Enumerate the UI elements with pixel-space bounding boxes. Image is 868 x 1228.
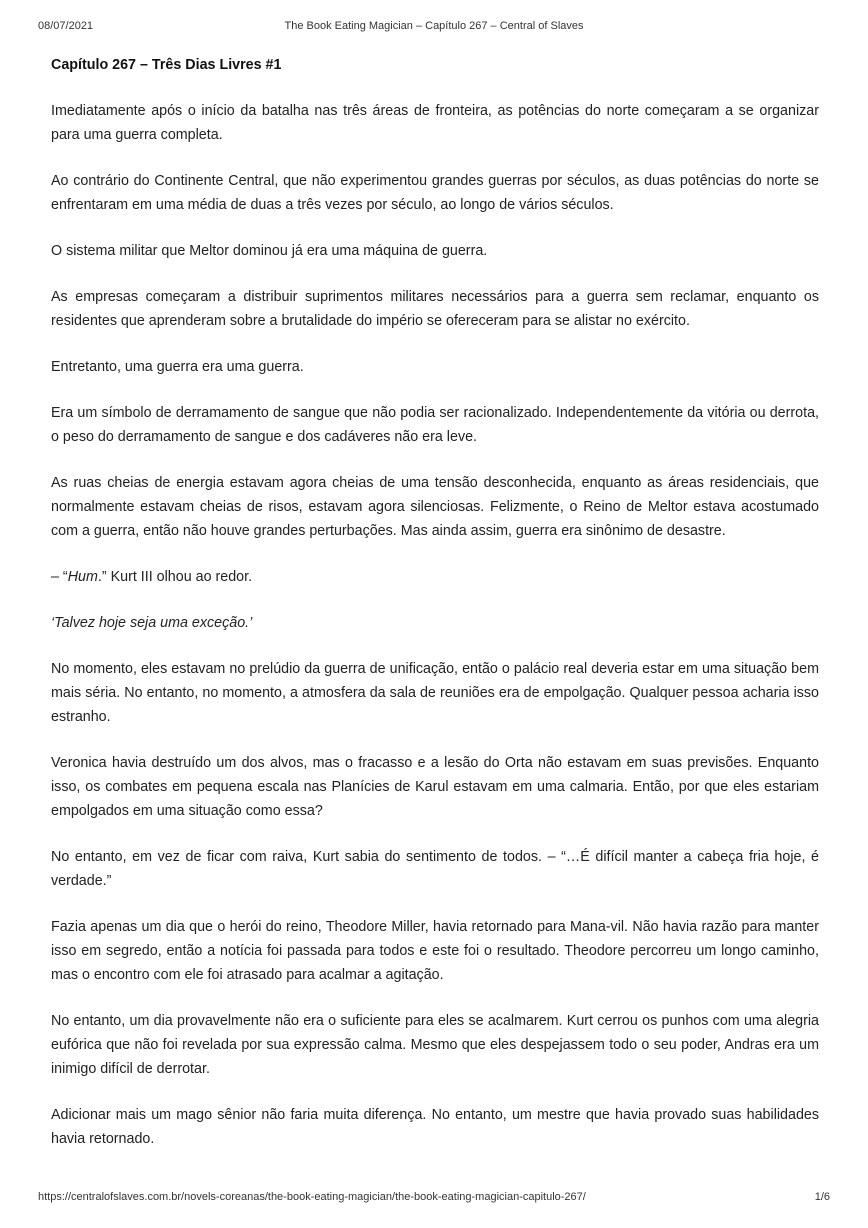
dialogue-suffix: .” Kurt III olhou ao redor. [97, 569, 253, 585]
paragraph: As ruas cheias de energia estavam agora cheias de uma tensão desconhecida, enquanto as áreas residenciais, que normalmente estavam cheias de risos, estavam agora silenciosas. Felizmente, o Reino de Meltor estava acostumado com a guerra, então não houve grandes perturbações. Mas ainda assim, guerra era sinônimo de desastre. [51, 475, 819, 539]
paragraph: Adicionar mais um mago sênior não faria muita diferença. No entanto, um mestre que havia provado suas habilidades havia retornado. [51, 1107, 819, 1147]
paragraph: Imediatamente após o início da batalha nas três áreas de fronteira, as potências do norte começaram a se organizar para uma guerra completa. [51, 103, 819, 143]
dialogue-paragraph [51, 565, 819, 589]
paragraph: As empresas começaram a distribuir suprimentos militares necessários para a guerra sem reclamar, enquanto os residentes que aprenderam sobre a brutalidade do império se ofereceram para se alistar no exército. [51, 289, 819, 329]
paragraph: No entanto, um dia provavelmente não era o suficiente para eles se acalmarem. Kurt cerrou os punhos com uma alegria eufórica que não foi revelada por sua expressão calma. Mesmo que eles despejassem todo o seu poder, Andras era um inimigo difícil de derrotar. [51, 1013, 819, 1077]
paragraph: No entanto, em vez de ficar com raiva, Kurt sabia do sentimento de todos. – “…É difícil manter a cabeça fria hoje, é verdade.” [51, 849, 819, 889]
print-header [38, 20, 830, 36]
document-title: The Book Eating Magician – Capítulo 267 – Central of Slaves [284, 20, 584, 32]
print-footer [38, 1191, 830, 1207]
page-url: https://centralofslaves.com.br/novels-coreanas/the-book-eating-magician/the-book-eating-magician-capitulo-267/ [38, 1191, 586, 1203]
page-number: 1/6 [814, 1191, 830, 1203]
paragraph: O sistema militar que Meltor dominou já era uma máquina de guerra. [51, 243, 488, 259]
chapter-title: Capítulo 267 – Três Dias Livres #1 [51, 57, 282, 73]
print-date: 08/07/2021 [38, 20, 94, 32]
paragraph: Fazia apenas um dia que o herói do reino, Theodore Miller, havia retornado para Mana-vil. Não havia razão para manter isso em segredo, então a notícia foi passada para todos e este foi o resultado. Theodore percorreu um longo caminho, mas o encontro com ele foi atrasado para acalmar a agitação. [51, 919, 819, 983]
paragraph: Entretanto, uma guerra era uma guerra. [51, 359, 304, 375]
dialogue-prefix: – “ [51, 569, 68, 585]
thought-paragraph: ‘Talvez hoje seja uma exceção.’ [51, 615, 253, 631]
paragraph: No momento, eles estavam no prelúdio da guerra de unificação, então o palácio real deveria estar em uma situação bem mais séria. No entanto, no momento, a atmosfera da sala de reuniões era de empolgação. Qualquer pessoa acharia isso estranho. [51, 661, 819, 725]
paragraph: Ao contrário do Continente Central, que não experimentou grandes guerras por séculos, as duas potências do norte se enfrentaram em uma média de duas a três vezes por século, ao longo de vários séculos. [51, 173, 819, 213]
dialogue-emphasis: Hum [67, 569, 98, 585]
paragraph: Era um símbolo de derramamento de sangue que não podia ser racionalizado. Independentemente da vitória ou derrota, o peso do derramamento de sangue e dos cadáveres não era leve. [51, 405, 819, 445]
chapter-content [51, 53, 819, 1173]
paragraph: Veronica havia destruído um dos alvos, mas o fracasso e a lesão do Orta não estavam em suas previsões. Enquanto isso, os combates em pequena escala nas Planícies de Karul estavam em uma calmaria. Então, por que eles estariam empolgados em uma situação como essa? [51, 755, 819, 819]
